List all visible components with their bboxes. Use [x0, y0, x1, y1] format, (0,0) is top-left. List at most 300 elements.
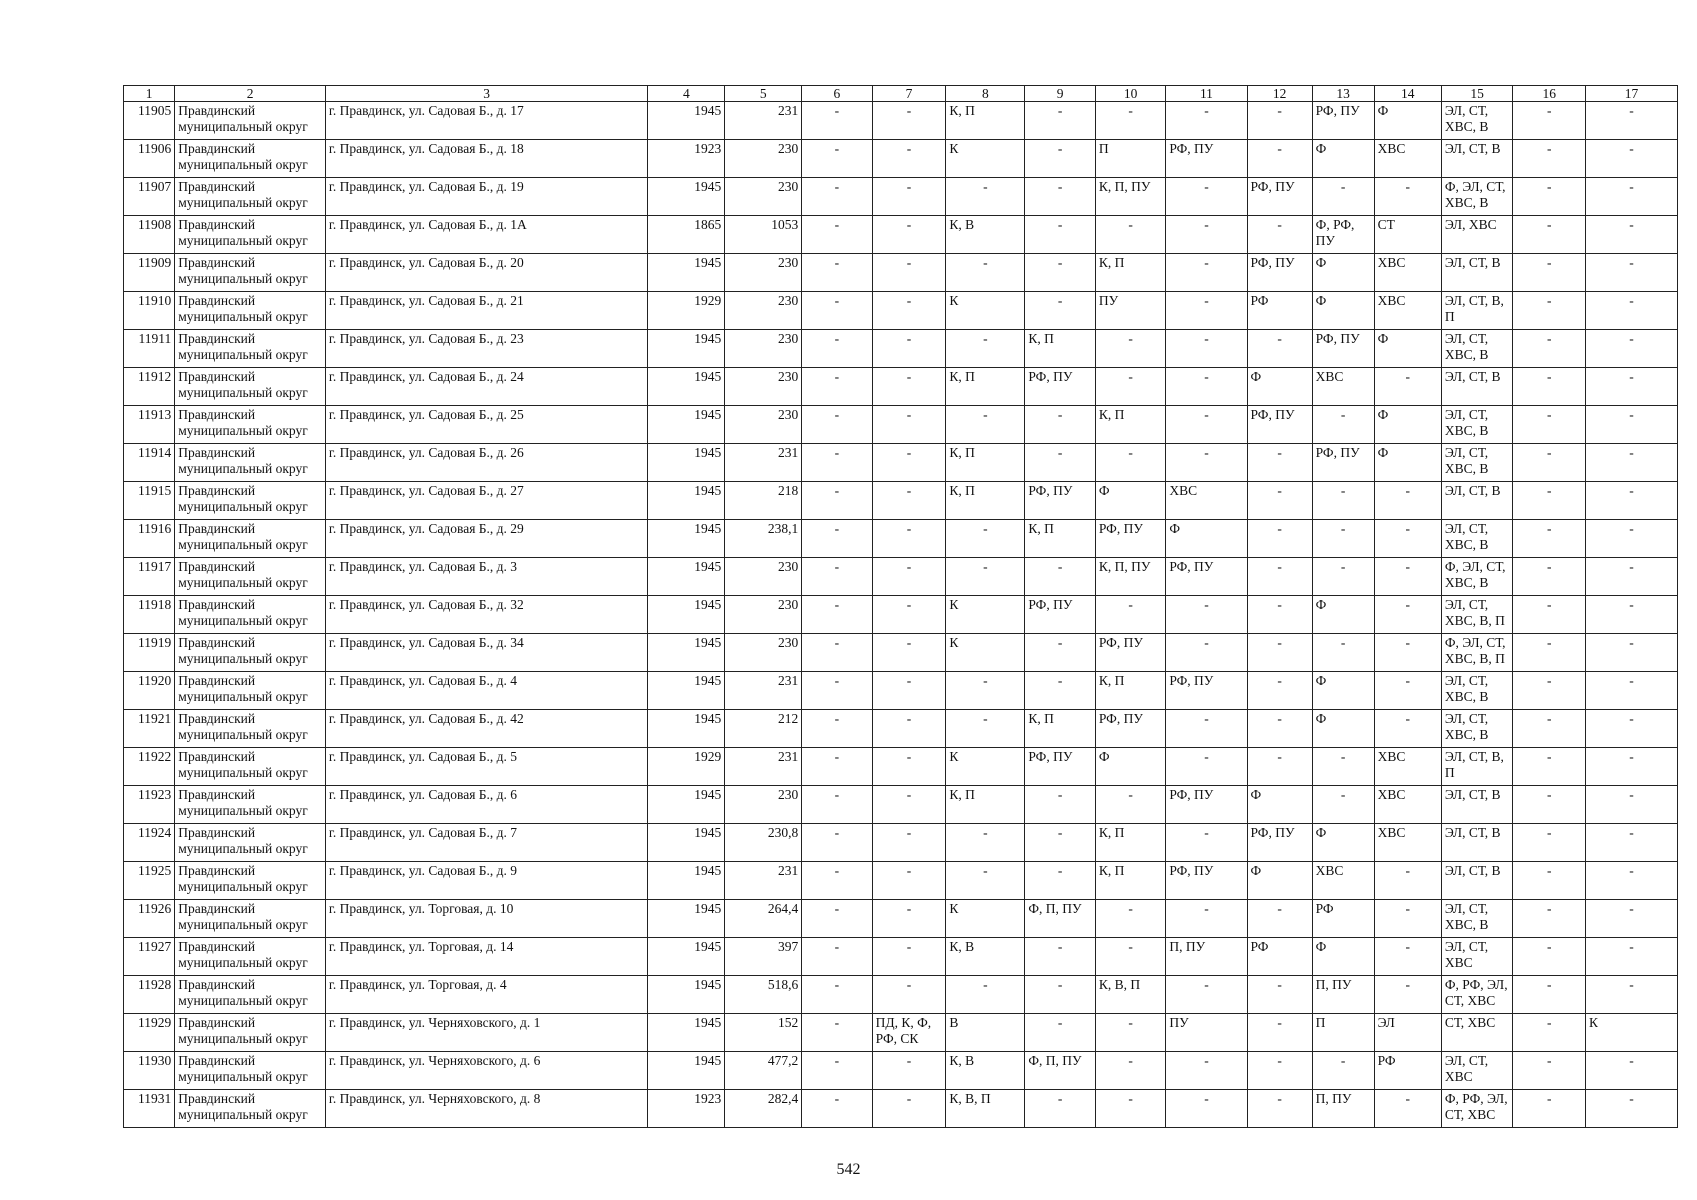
table-cell-col-4: 1945 — [648, 520, 725, 558]
table-cell-col-10: К, П, ПУ — [1095, 558, 1165, 596]
table-cell-col-5: 231 — [725, 862, 802, 900]
table-cell-col-9: - — [1025, 938, 1095, 976]
table-row — [124, 976, 1678, 1014]
table-cell-col-6: - — [802, 292, 872, 330]
table-row — [124, 140, 1678, 178]
table-cell-col-2: Правдинский муниципальный округ — [175, 1052, 326, 1090]
table-cell-col-4: 1945 — [648, 938, 725, 976]
table-cell-col-5: 218 — [725, 482, 802, 520]
table-cell-col-14: Ф — [1374, 102, 1441, 140]
table-cell-col-8: К, П — [946, 444, 1025, 482]
table-cell-col-11: - — [1166, 1052, 1247, 1090]
header-row — [124, 86, 1678, 102]
table-cell-col-17: - — [1586, 1090, 1678, 1128]
table-cell-col-8: - — [946, 672, 1025, 710]
table-cell-col-2: Правдинский муниципальный округ — [175, 710, 326, 748]
table-cell-col-16: - — [1513, 938, 1586, 976]
table-cell-col-7: - — [872, 406, 946, 444]
table-cell-col-15: Ф, РФ, ЭЛ, СТ, ХВС — [1441, 976, 1513, 1014]
table-cell-col-17: - — [1586, 444, 1678, 482]
table-cell-col-11: - — [1166, 178, 1247, 216]
table-cell-col-14: Ф — [1374, 406, 1441, 444]
table-cell-col-7: ПД, К, Ф, РФ, СК — [872, 1014, 946, 1052]
table-cell-col-15: Ф, РФ, ЭЛ, СТ, ХВС — [1441, 1090, 1513, 1128]
table-cell-col-13: - — [1312, 520, 1374, 558]
table-cell-col-7: - — [872, 444, 946, 482]
table-cell-col-6: - — [802, 330, 872, 368]
table-cell-col-1: 11925 — [124, 862, 175, 900]
table-cell-col-5: 231 — [725, 102, 802, 140]
table-cell-col-11: - — [1166, 748, 1247, 786]
table-row — [124, 748, 1678, 786]
table-cell-col-7: - — [872, 330, 946, 368]
table-cell-col-14: - — [1374, 178, 1441, 216]
table-cell-col-13: - — [1312, 786, 1374, 824]
table-cell-col-8: - — [946, 710, 1025, 748]
table-cell-col-7: - — [872, 824, 946, 862]
table-cell-col-3: г. Правдинск, ул. Торговая, д. 4 — [325, 976, 648, 1014]
table-cell-col-13: - — [1312, 178, 1374, 216]
table-cell-col-13: Ф — [1312, 140, 1374, 178]
table-cell-col-7: - — [872, 558, 946, 596]
table-cell-col-16: - — [1513, 292, 1586, 330]
column-header-6: 6 — [802, 86, 872, 102]
table-cell-col-15: ЭЛ, СТ, ХВС, В — [1441, 102, 1513, 140]
table-body — [124, 102, 1678, 1128]
table-cell-col-11: - — [1166, 102, 1247, 140]
table-cell-col-11: РФ, ПУ — [1166, 862, 1247, 900]
table-cell-col-12: - — [1247, 634, 1312, 672]
table-cell-col-6: - — [802, 710, 872, 748]
table-cell-col-11: РФ, ПУ — [1166, 140, 1247, 178]
table-cell-col-10: - — [1095, 102, 1165, 140]
table-cell-col-17: - — [1586, 216, 1678, 254]
column-header-7: 7 — [872, 86, 946, 102]
table-cell-col-11: - — [1166, 596, 1247, 634]
table-cell-col-17: - — [1586, 976, 1678, 1014]
table-cell-col-9: - — [1025, 140, 1095, 178]
table-cell-col-12: РФ — [1247, 292, 1312, 330]
table-cell-col-16: - — [1513, 672, 1586, 710]
table-cell-col-12: - — [1247, 748, 1312, 786]
table-cell-col-16: - — [1513, 862, 1586, 900]
table-cell-col-11: - — [1166, 292, 1247, 330]
table-cell-col-8: - — [946, 558, 1025, 596]
table-cell-col-13: РФ — [1312, 900, 1374, 938]
table-cell-col-7: - — [872, 254, 946, 292]
table-cell-col-11: - — [1166, 824, 1247, 862]
table-cell-col-4: 1945 — [648, 596, 725, 634]
table-cell-col-9: - — [1025, 824, 1095, 862]
table-cell-col-11: П, ПУ — [1166, 938, 1247, 976]
table-cell-col-13: Ф — [1312, 254, 1374, 292]
table-cell-col-2: Правдинский муниципальный округ — [175, 330, 326, 368]
table-cell-col-12: Ф — [1247, 862, 1312, 900]
table-cell-col-10: ПУ — [1095, 292, 1165, 330]
table-cell-col-12: - — [1247, 558, 1312, 596]
table-cell-col-7: - — [872, 748, 946, 786]
table-cell-col-8: К, П — [946, 102, 1025, 140]
table-cell-col-9: - — [1025, 444, 1095, 482]
table-cell-col-16: - — [1513, 216, 1586, 254]
column-header-8: 8 — [946, 86, 1025, 102]
table-cell-col-6: - — [802, 786, 872, 824]
table-cell-col-4: 1923 — [648, 140, 725, 178]
table-cell-col-14: - — [1374, 520, 1441, 558]
table-cell-col-5: 230 — [725, 786, 802, 824]
table-cell-col-2: Правдинский муниципальный округ — [175, 254, 326, 292]
table-cell-col-6: - — [802, 558, 872, 596]
table-cell-col-3: г. Правдинск, ул. Садовая Б., д. 18 — [325, 140, 648, 178]
table-cell-col-1: 11919 — [124, 634, 175, 672]
table-cell-col-12: - — [1247, 330, 1312, 368]
table-cell-col-8: К, П — [946, 482, 1025, 520]
table-row — [124, 824, 1678, 862]
table-cell-col-15: ЭЛ, СТ, В — [1441, 482, 1513, 520]
table-cell-col-10: РФ, ПУ — [1095, 520, 1165, 558]
table-cell-col-9: - — [1025, 406, 1095, 444]
table-cell-col-11: - — [1166, 330, 1247, 368]
table-cell-col-9: - — [1025, 292, 1095, 330]
table-cell-col-16: - — [1513, 634, 1586, 672]
table-cell-col-15: ЭЛ, СТ, В — [1441, 862, 1513, 900]
table-cell-col-6: - — [802, 1014, 872, 1052]
table-cell-col-14: ХВС — [1374, 824, 1441, 862]
table-cell-col-5: 230 — [725, 330, 802, 368]
table-cell-col-16: - — [1513, 1014, 1586, 1052]
table-cell-col-16: - — [1513, 330, 1586, 368]
table-cell-col-12: - — [1247, 900, 1312, 938]
table-cell-col-3: г. Правдинск, ул. Садовая Б., д. 9 — [325, 862, 648, 900]
table-row — [124, 330, 1678, 368]
table-cell-col-7: - — [872, 710, 946, 748]
table-cell-col-16: - — [1513, 520, 1586, 558]
table-cell-col-3: г. Правдинск, ул. Садовая Б., д. 34 — [325, 634, 648, 672]
table-cell-col-15: ЭЛ, СТ, ХВС — [1441, 1052, 1513, 1090]
table-cell-col-6: - — [802, 862, 872, 900]
table-cell-col-5: 282,4 — [725, 1090, 802, 1128]
table-cell-col-4: 1945 — [648, 330, 725, 368]
table-cell-col-7: - — [872, 900, 946, 938]
table-cell-col-10: - — [1095, 900, 1165, 938]
table-cell-col-6: - — [802, 140, 872, 178]
table-row — [124, 102, 1678, 140]
table-cell-col-15: ЭЛ, СТ, ХВС, В — [1441, 444, 1513, 482]
table-cell-col-15: ЭЛ, СТ, ХВС, В, П — [1441, 596, 1513, 634]
table-cell-col-12: - — [1247, 976, 1312, 1014]
table-cell-col-17: - — [1586, 824, 1678, 862]
table-cell-col-11: РФ, ПУ — [1166, 672, 1247, 710]
table-cell-col-4: 1945 — [648, 368, 725, 406]
table-row — [124, 558, 1678, 596]
table-cell-col-11: - — [1166, 900, 1247, 938]
table-cell-col-12: - — [1247, 482, 1312, 520]
table-cell-col-9: РФ, ПУ — [1025, 482, 1095, 520]
table-cell-col-11: - — [1166, 254, 1247, 292]
table-cell-col-3: г. Правдинск, ул. Садовая Б., д. 1А — [325, 216, 648, 254]
table-cell-col-14: РФ — [1374, 1052, 1441, 1090]
table-cell-col-11: РФ, ПУ — [1166, 786, 1247, 824]
table-cell-col-14: - — [1374, 558, 1441, 596]
table-cell-col-4: 1945 — [648, 178, 725, 216]
table-cell-col-4: 1945 — [648, 1052, 725, 1090]
table-cell-col-1: 11911 — [124, 330, 175, 368]
table-cell-col-15: СТ, ХВС — [1441, 1014, 1513, 1052]
table-cell-col-16: - — [1513, 786, 1586, 824]
table-row — [124, 862, 1678, 900]
table-row — [124, 710, 1678, 748]
table-cell-col-2: Правдинский муниципальный округ — [175, 976, 326, 1014]
table-cell-col-13: Ф — [1312, 292, 1374, 330]
table-cell-col-14: ХВС — [1374, 140, 1441, 178]
table-cell-col-14: - — [1374, 482, 1441, 520]
table-cell-col-13: Ф, РФ, ПУ — [1312, 216, 1374, 254]
table-cell-col-4: 1945 — [648, 672, 725, 710]
table-cell-col-4: 1945 — [648, 634, 725, 672]
table-cell-col-1: 11920 — [124, 672, 175, 710]
table-row — [124, 1052, 1678, 1090]
table-cell-col-3: г. Правдинск, ул. Садовая Б., д. 20 — [325, 254, 648, 292]
table-cell-col-16: - — [1513, 406, 1586, 444]
table-cell-col-5: 231 — [725, 672, 802, 710]
table-row — [124, 482, 1678, 520]
table-cell-col-10: Ф — [1095, 482, 1165, 520]
table-cell-col-3: г. Правдинск, ул. Садовая Б., д. 32 — [325, 596, 648, 634]
table-cell-col-12: Ф — [1247, 368, 1312, 406]
table-cell-col-4: 1929 — [648, 748, 725, 786]
table-cell-col-11: - — [1166, 216, 1247, 254]
table-cell-col-7: - — [872, 482, 946, 520]
table-cell-col-14: - — [1374, 368, 1441, 406]
table-cell-col-13: П — [1312, 1014, 1374, 1052]
table-row — [124, 368, 1678, 406]
table-cell-col-7: - — [872, 216, 946, 254]
table-cell-col-12: РФ, ПУ — [1247, 178, 1312, 216]
table-cell-col-3: г. Правдинск, ул. Садовая Б., д. 17 — [325, 102, 648, 140]
table-cell-col-14: - — [1374, 900, 1441, 938]
table-cell-col-12: - — [1247, 102, 1312, 140]
table-cell-col-2: Правдинский муниципальный округ — [175, 444, 326, 482]
table-cell-col-4: 1945 — [648, 482, 725, 520]
table-cell-col-3: г. Правдинск, ул. Садовая Б., д. 26 — [325, 444, 648, 482]
table-cell-col-14: СТ — [1374, 216, 1441, 254]
page-number: 542 — [836, 1161, 861, 1178]
table-cell-col-13: Ф — [1312, 596, 1374, 634]
table-cell-col-9: - — [1025, 102, 1095, 140]
table-cell-col-15: Ф, ЭЛ, СТ, ХВС, В, П — [1441, 634, 1513, 672]
table-cell-col-17: - — [1586, 482, 1678, 520]
table-cell-col-17: - — [1586, 862, 1678, 900]
table-cell-col-2: Правдинский муниципальный округ — [175, 596, 326, 634]
column-header-1: 1 — [124, 86, 175, 102]
table-cell-col-17: К — [1586, 1014, 1678, 1052]
table-cell-col-1: 11914 — [124, 444, 175, 482]
table-cell-col-2: Правдинский муниципальный округ — [175, 102, 326, 140]
table-row — [124, 444, 1678, 482]
table-cell-col-7: - — [872, 368, 946, 406]
table-cell-col-3: г. Правдинск, ул. Садовая Б., д. 3 — [325, 558, 648, 596]
table-cell-col-5: 518,6 — [725, 976, 802, 1014]
table-cell-col-13: ХВС — [1312, 862, 1374, 900]
table-cell-col-6: - — [802, 368, 872, 406]
table-cell-col-6: - — [802, 976, 872, 1014]
table-cell-col-10: - — [1095, 786, 1165, 824]
table-cell-col-10: Ф — [1095, 748, 1165, 786]
table-cell-col-8: В — [946, 1014, 1025, 1052]
table-cell-col-10: - — [1095, 1014, 1165, 1052]
table-cell-col-1: 11926 — [124, 900, 175, 938]
table-cell-col-17: - — [1586, 520, 1678, 558]
table-cell-col-17: - — [1586, 748, 1678, 786]
table-cell-col-10: РФ, ПУ — [1095, 710, 1165, 748]
table-row — [124, 1014, 1678, 1052]
table-cell-col-17: - — [1586, 634, 1678, 672]
table-cell-col-14: - — [1374, 710, 1441, 748]
table-cell-col-3: г. Правдинск, ул. Черняховского, д. 6 — [325, 1052, 648, 1090]
table-cell-col-10: К, П — [1095, 824, 1165, 862]
table-cell-col-12: - — [1247, 140, 1312, 178]
table-cell-col-16: - — [1513, 824, 1586, 862]
table-cell-col-10: К, В, П — [1095, 976, 1165, 1014]
table-cell-col-12: - — [1247, 1090, 1312, 1128]
table-cell-col-1: 11918 — [124, 596, 175, 634]
table-cell-col-12: РФ, ПУ — [1247, 406, 1312, 444]
table-cell-col-14: - — [1374, 976, 1441, 1014]
table-cell-col-11: ХВС — [1166, 482, 1247, 520]
table-cell-col-13: Ф — [1312, 824, 1374, 862]
table-cell-col-16: - — [1513, 178, 1586, 216]
table-cell-col-10: К, П — [1095, 862, 1165, 900]
table-cell-col-15: ЭЛ, СТ, В — [1441, 824, 1513, 862]
table-cell-col-2: Правдинский муниципальный округ — [175, 1014, 326, 1052]
table-cell-col-10: - — [1095, 216, 1165, 254]
table-cell-col-2: Правдинский муниципальный округ — [175, 786, 326, 824]
table-cell-col-9: - — [1025, 1090, 1095, 1128]
table-cell-col-10: П — [1095, 140, 1165, 178]
table-cell-col-5: 264,4 — [725, 900, 802, 938]
table-cell-col-8: - — [946, 178, 1025, 216]
table-cell-col-5: 152 — [725, 1014, 802, 1052]
table-cell-col-9: РФ, ПУ — [1025, 368, 1095, 406]
table-cell-col-1: 11927 — [124, 938, 175, 976]
table-cell-col-11: ПУ — [1166, 1014, 1247, 1052]
table-cell-col-3: г. Правдинск, ул. Садовая Б., д. 21 — [325, 292, 648, 330]
table-cell-col-2: Правдинский муниципальный округ — [175, 368, 326, 406]
table-cell-col-2: Правдинский муниципальный округ — [175, 140, 326, 178]
table-cell-col-6: - — [802, 1052, 872, 1090]
table-cell-col-11: РФ, ПУ — [1166, 558, 1247, 596]
column-header-4: 4 — [648, 86, 725, 102]
table-cell-col-2: Правдинский муниципальный округ — [175, 748, 326, 786]
table-cell-col-8: К, В, П — [946, 1090, 1025, 1128]
table-cell-col-17: - — [1586, 1052, 1678, 1090]
table-cell-col-9: - — [1025, 558, 1095, 596]
table-cell-col-13: ХВС — [1312, 368, 1374, 406]
table-cell-col-15: ЭЛ, СТ, ХВС, В — [1441, 330, 1513, 368]
table-cell-col-10: РФ, ПУ — [1095, 634, 1165, 672]
table-cell-col-3: г. Правдинск, ул. Садовая Б., д. 24 — [325, 368, 648, 406]
table-cell-col-6: - — [802, 634, 872, 672]
table-cell-col-1: 11931 — [124, 1090, 175, 1128]
table-cell-col-4: 1945 — [648, 444, 725, 482]
table-cell-col-8: - — [946, 862, 1025, 900]
table-cell-col-13: Ф — [1312, 672, 1374, 710]
column-header-11: 11 — [1166, 86, 1247, 102]
table-cell-col-17: - — [1586, 254, 1678, 292]
table-cell-col-5: 1053 — [725, 216, 802, 254]
table-cell-col-13: - — [1312, 558, 1374, 596]
table-cell-col-9: - — [1025, 1014, 1095, 1052]
table-row — [124, 292, 1678, 330]
table-cell-col-15: ЭЛ, СТ, В — [1441, 368, 1513, 406]
table-cell-col-7: - — [872, 596, 946, 634]
table-cell-col-13: Ф — [1312, 938, 1374, 976]
table-cell-col-12: - — [1247, 444, 1312, 482]
table-cell-col-6: - — [802, 672, 872, 710]
table-cell-col-4: 1945 — [648, 1014, 725, 1052]
table-cell-col-17: - — [1586, 292, 1678, 330]
table-cell-col-7: - — [872, 634, 946, 672]
table-cell-col-17: - — [1586, 596, 1678, 634]
table-cell-col-10: - — [1095, 596, 1165, 634]
table-cell-col-14: Ф — [1374, 330, 1441, 368]
table-cell-col-14: ЭЛ — [1374, 1014, 1441, 1052]
table-cell-col-17: - — [1586, 672, 1678, 710]
table-cell-col-16: - — [1513, 710, 1586, 748]
column-header-9: 9 — [1025, 86, 1095, 102]
table-cell-col-14: - — [1374, 596, 1441, 634]
table-cell-col-8: К, П — [946, 786, 1025, 824]
table-cell-col-16: - — [1513, 1052, 1586, 1090]
table-cell-col-17: - — [1586, 102, 1678, 140]
table-cell-col-12: РФ — [1247, 938, 1312, 976]
column-header-16: 16 — [1513, 86, 1586, 102]
table-cell-col-4: 1945 — [648, 254, 725, 292]
table-cell-col-15: ЭЛ, СТ, ХВС, В — [1441, 520, 1513, 558]
table-cell-col-1: 11907 — [124, 178, 175, 216]
table-cell-col-12: - — [1247, 1052, 1312, 1090]
table-cell-col-5: 230,8 — [725, 824, 802, 862]
table-cell-col-2: Правдинский муниципальный округ — [175, 1090, 326, 1128]
table-row — [124, 254, 1678, 292]
table-cell-col-16: - — [1513, 102, 1586, 140]
table-row — [124, 216, 1678, 254]
table-cell-col-15: ЭЛ, СТ, ХВС, В — [1441, 672, 1513, 710]
table-cell-col-2: Правдинский муниципальный округ — [175, 672, 326, 710]
table-cell-col-4: 1945 — [648, 710, 725, 748]
table-cell-col-4: 1945 — [648, 900, 725, 938]
table-cell-col-1: 11906 — [124, 140, 175, 178]
table-cell-col-16: - — [1513, 1090, 1586, 1128]
table-cell-col-8: - — [946, 520, 1025, 558]
table-cell-col-13: - — [1312, 634, 1374, 672]
table-cell-col-6: - — [802, 748, 872, 786]
table-cell-col-7: - — [872, 178, 946, 216]
table-cell-col-5: 230 — [725, 634, 802, 672]
table-cell-col-4: 1945 — [648, 406, 725, 444]
table-row — [124, 786, 1678, 824]
table-cell-col-9: К, П — [1025, 330, 1095, 368]
table-cell-col-1: 11924 — [124, 824, 175, 862]
column-header-17: 17 — [1586, 86, 1678, 102]
table-cell-col-8: К, В — [946, 1052, 1025, 1090]
table-cell-col-5: 230 — [725, 178, 802, 216]
table-cell-col-16: - — [1513, 748, 1586, 786]
table-cell-col-15: ЭЛ, СТ, В — [1441, 786, 1513, 824]
table-cell-col-11: - — [1166, 1090, 1247, 1128]
table-cell-col-4: 1929 — [648, 292, 725, 330]
table-cell-col-8: К, В — [946, 216, 1025, 254]
